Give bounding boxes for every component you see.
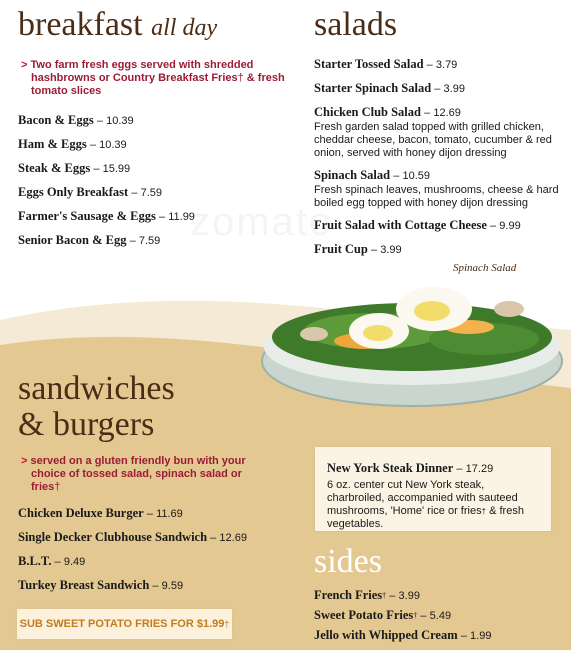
steak-dinner-description <box>327 479 539 531</box>
breakfast-item <box>18 209 288 225</box>
sides-title: sides <box>314 543 382 580</box>
item-separator: – <box>393 170 400 182</box>
breakfast-intro-text: Two farm fresh eggs served with shredded hashbrowns or Country Breakfast Fries <box>30 59 254 84</box>
item-name: Single Decker Clubhouse Sandwich <box>18 530 208 544</box>
item-price: 9.99 <box>499 220 521 232</box>
steak-desc-a: 6 oz. center cut New York steak, charbroiled, accompanied with sauteed mushrooms, 'Home' rice or fries <box>327 479 518 517</box>
item-name: Senior Bacon & Egg <box>18 233 127 247</box>
salads-section <box>314 8 559 258</box>
item-separator: – <box>370 244 378 256</box>
item-name: Bacon & Eggs <box>18 113 94 127</box>
breakfast-section <box>18 8 288 257</box>
salad-item <box>314 168 559 184</box>
item-separator: – <box>158 211 166 223</box>
sandwiches-intro-text: served on a gluten friendly bun with your choice of tossed salad, spinach salad or fries <box>30 455 246 493</box>
item-price: 10.39 <box>106 115 134 127</box>
sandwiches-intro-note: † <box>54 481 61 493</box>
sandwich-item <box>18 506 288 522</box>
item-description: Fresh spinach leaves, mushrooms, cheese & hard boiled egg topped with honey dijon dressing <box>314 184 559 209</box>
sandwiches-section <box>18 371 288 594</box>
sandwiches-intro-marker: > <box>21 455 28 467</box>
item-name: B.L.T. <box>18 554 52 568</box>
sides-list <box>314 588 559 644</box>
side-item <box>314 608 559 624</box>
breakfast-intro-note: † <box>237 72 244 84</box>
item-name: Ham & Eggs <box>18 137 87 151</box>
item-name: Turkey Breast Sandwich <box>18 578 150 592</box>
egg-yolk-2 <box>363 325 393 341</box>
item-name: New York Steak Dinner <box>327 461 454 475</box>
breakfast-intro-text2: & fresh tomato slices <box>31 72 285 97</box>
item-separator: – <box>434 83 441 95</box>
salad-item <box>314 105 559 121</box>
item-price: 12.69 <box>433 107 461 119</box>
item-price: 3.99 <box>380 244 402 256</box>
sub-banner-note: † <box>224 619 230 629</box>
sandwiches-title-line2: & burgers <box>18 406 155 443</box>
breakfast-item <box>18 137 288 153</box>
item-price: 12.69 <box>219 532 247 544</box>
item-name: Sweet Potato Fries <box>314 608 414 622</box>
item-separator: – <box>146 508 153 520</box>
breakfast-item <box>18 161 288 177</box>
item-separator: – <box>456 463 463 475</box>
item-name: Fruit Salad with Cottage Cheese <box>314 218 487 232</box>
item-name: Chicken Club Salad <box>314 105 421 119</box>
item-separator: – <box>89 139 96 151</box>
salads-title: salads <box>314 6 398 43</box>
sandwich-item <box>18 554 288 570</box>
item-note: † <box>413 611 418 620</box>
item-name: Farmer's Sausage & Eggs <box>18 209 156 223</box>
breakfast-item <box>18 113 288 129</box>
breakfast-intro <box>18 59 288 98</box>
spinach-salad-photo <box>254 279 571 419</box>
sandwiches-list <box>18 506 288 594</box>
item-price: 3.79 <box>435 59 458 71</box>
steak-desc-b: & fresh vegetables. <box>327 505 524 530</box>
item-name: Starter Spinach Salad <box>314 81 432 95</box>
item-price: 10.39 <box>99 139 127 151</box>
item-price: 1.99 <box>470 630 492 642</box>
item-price: 3.99 <box>398 590 420 602</box>
item-description: Fresh garden salad topped with grilled chicken, cheddar cheese, bacon, tomato, cucumber & red onion, served with honey dijon dressing <box>314 121 552 159</box>
breakfast-title <box>18 8 288 45</box>
item-name: Eggs Only Breakfast <box>18 185 129 199</box>
item-price: 15.99 <box>102 163 131 175</box>
mushroom-slice-2 <box>300 327 328 341</box>
item-separator: – <box>54 556 61 568</box>
item-separator: – <box>424 107 431 119</box>
sub-banner-label: SUB SWEET POTATO FRIES FOR $1.99 <box>19 618 225 630</box>
breakfast-item <box>18 185 288 201</box>
steak-dinner-box <box>315 447 551 531</box>
item-separator: – <box>426 59 433 71</box>
item-separator: – <box>129 235 136 247</box>
item-price: 9.59 <box>161 580 184 592</box>
item-price: 11.99 <box>168 211 195 223</box>
item-separator: – <box>210 532 217 544</box>
item-separator: – <box>131 187 138 199</box>
item-price: 9.49 <box>63 556 86 568</box>
salad-item <box>314 57 559 73</box>
item-price: 3.99 <box>443 83 465 95</box>
item-price: 17.29 <box>465 463 494 475</box>
item-price: 7.59 <box>138 235 161 247</box>
salad-item <box>314 242 559 258</box>
steak-dinner-item <box>327 461 539 477</box>
item-separator: – <box>96 115 103 127</box>
sandwiches-title-line1: sandwiches <box>18 370 175 407</box>
side-item <box>314 628 559 644</box>
item-price: 10.59 <box>402 170 430 182</box>
salad-item <box>314 81 559 97</box>
sandwich-item <box>18 530 288 546</box>
breakfast-title-sub: all day <box>151 15 218 41</box>
sides-section <box>314 545 559 644</box>
sandwiches-title <box>18 371 288 443</box>
mushroom-slice <box>494 301 524 317</box>
steak-desc-note: † <box>481 507 487 516</box>
item-price: 5.49 <box>429 610 452 622</box>
breakfast-item <box>18 233 288 249</box>
item-name: Fruit Cup <box>314 242 368 256</box>
breakfast-list <box>18 113 288 249</box>
item-name: Spinach Salad <box>314 168 391 182</box>
item-name: Chicken Deluxe Burger <box>18 506 144 520</box>
salads-list <box>314 57 559 258</box>
sub-sweet-potato-fries-banner <box>17 609 232 639</box>
item-separator: – <box>389 590 396 602</box>
item-note: † <box>382 591 387 600</box>
item-separator: – <box>490 220 497 232</box>
salad-item <box>314 218 559 234</box>
photo-caption: Spinach Salad <box>453 262 517 274</box>
item-separator: – <box>93 163 100 175</box>
egg-yolk-1 <box>414 301 450 321</box>
item-name: Starter Tossed Salad <box>314 57 424 71</box>
item-separator: – <box>460 630 467 642</box>
item-name: Steak & Eggs <box>18 161 91 175</box>
item-separator: – <box>152 580 159 592</box>
item-separator: – <box>420 610 427 622</box>
item-name: French Fries <box>314 588 383 602</box>
item-price: 11.69 <box>156 508 183 520</box>
sandwiches-intro <box>18 455 246 494</box>
item-name: Jello with Whipped Cream <box>314 628 458 642</box>
breakfast-intro-marker: > <box>21 59 28 71</box>
breakfast-title-main: breakfast <box>18 6 143 43</box>
sandwich-item <box>18 578 288 594</box>
item-price: 7.59 <box>140 187 162 199</box>
side-item <box>314 588 559 604</box>
